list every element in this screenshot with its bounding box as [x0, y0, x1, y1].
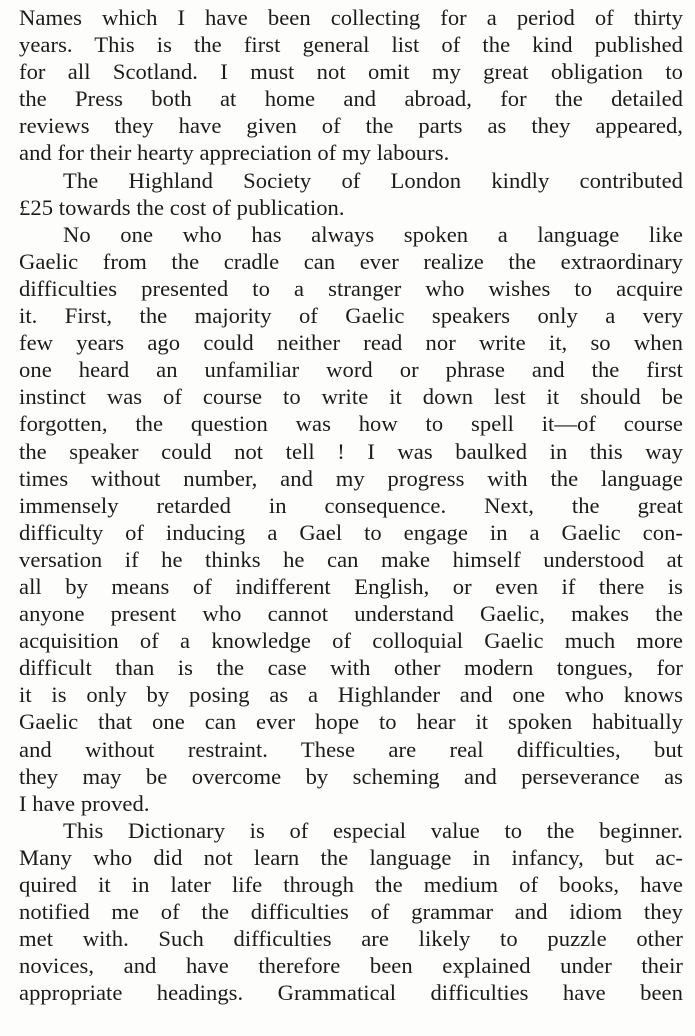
- text-line: reviews they have given of the parts as they appeared,: [19, 113, 683, 139]
- text-line: difficulties presented to a stranger who wishes to acquire: [19, 275, 683, 301]
- text-line: the speaker could not tell ! I was baulked in this way: [19, 438, 683, 464]
- text-line: Gaelic that one can ever hope to hear it spoken habitually: [19, 709, 683, 735]
- text-line: years. This is the first general list of the kind published: [19, 32, 683, 58]
- text-line: The Highland Society of London kindly contributed: [63, 167, 683, 193]
- text-line: I have proved.: [19, 790, 150, 816]
- text-line: it is only by posing as a Highlander and one who knows: [19, 682, 683, 708]
- text-line: all by means of indifferent English, or even if there is: [19, 573, 683, 599]
- text-line: Names which I have been collecting for a period of thirty: [19, 5, 683, 30]
- text-line: for all Scotland. I must not omit my great obligation to: [19, 59, 683, 85]
- text-line: anyone present who cannot understand Gaelic, makes the: [19, 601, 683, 627]
- text-line: the Press both at home and abroad, for the detailed: [19, 86, 683, 112]
- text-line: and for their hearty appreciation of my labours.: [19, 140, 450, 166]
- text-line: instinct was of course to write it down lest it should be: [19, 384, 683, 410]
- text-line: immensely retarded in consequence. Next, the great: [19, 492, 683, 518]
- text-line: novices, and have therefore been explained under their: [19, 953, 683, 979]
- text-line: few years ago could neither read nor write it, so when: [19, 330, 683, 356]
- text-line: This Dictionary is of especial value to the beginner.: [63, 817, 683, 843]
- text-line: forgotten, the question was how to spell it—of course: [19, 411, 683, 437]
- text-line: Many who did not learn the language in infancy, but ac-: [19, 844, 683, 870]
- text-line: times without number, and my progress with the language: [19, 465, 683, 491]
- text-line: difficulty of inducing a Gael to engage in a Gaelic con-: [19, 519, 683, 545]
- text-line: versation if he thinks he can make himself understood at: [19, 546, 683, 572]
- text-line: appropriate headings. Grammatical difficulties have been: [19, 980, 683, 1006]
- text-line: met with. Such difficulties are likely to puzzle other: [19, 926, 683, 952]
- text-line: difficult than is the case with other modern tongues, for: [19, 655, 683, 681]
- text-line: acquisition of a knowledge of colloquial Gaelic much more: [19, 628, 683, 654]
- text-line: one heard an unfamiliar word or phrase and the first: [19, 357, 683, 383]
- text-line: quired it in later life through the medium of books, have: [19, 872, 683, 897]
- text-line: and without restraint. These are real difficulties, but: [19, 736, 683, 762]
- text-line: Gaelic from the cradle can ever realize the extraordinary: [19, 248, 683, 274]
- body-text: [19, 4, 683, 1006]
- text-line: they may be overcome by scheming and perseverance as: [19, 763, 683, 789]
- text-line: £25 towards the cost of publication.: [19, 194, 345, 220]
- text-line: No one who has always spoken a language like: [63, 221, 683, 247]
- text-line: it. First, the majority of Gaelic speakers only a very: [19, 303, 683, 329]
- text-line: notified me of the difficulties of grammar and idiom they: [19, 899, 683, 925]
